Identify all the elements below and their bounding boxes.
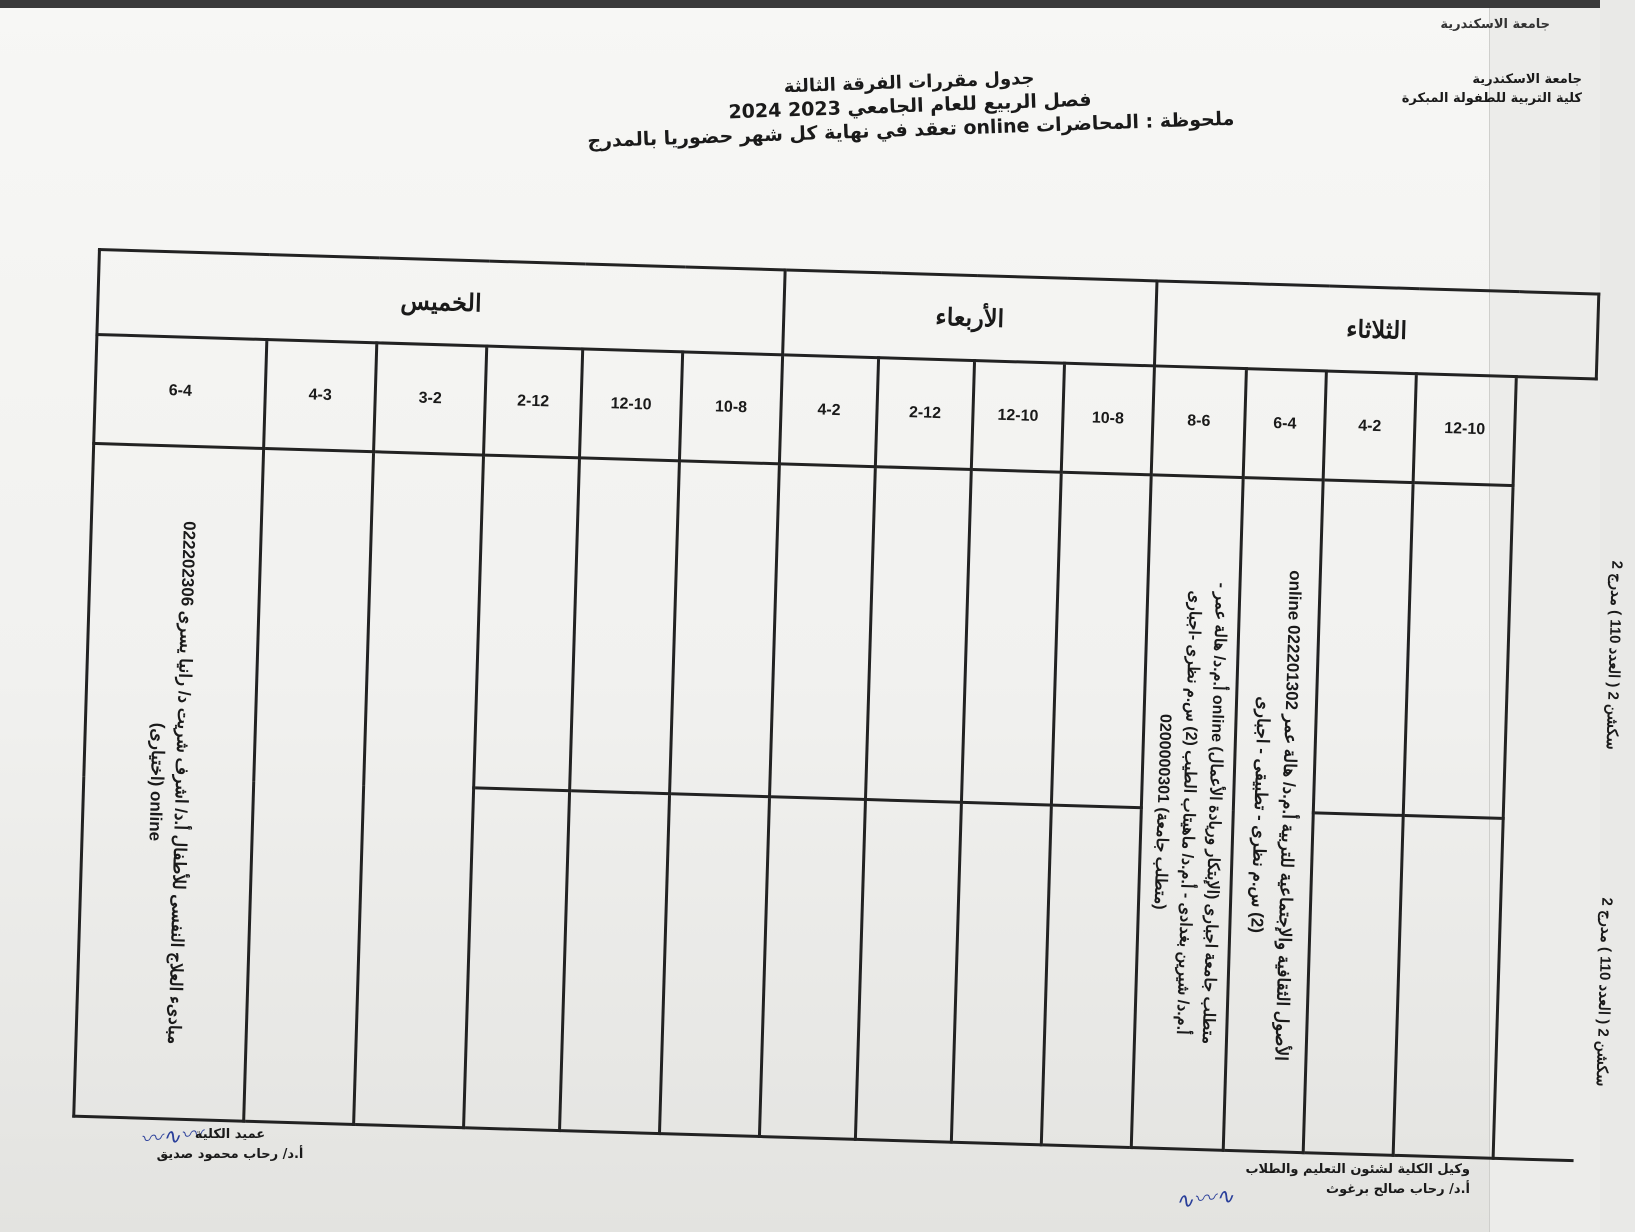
slot-tue-8-6: 8-6: [1151, 366, 1246, 478]
slot-tue-6-4: 6-4: [1243, 369, 1326, 480]
dean-signature-scribble: 〰∿〰: [139, 1121, 204, 1154]
empty-cell: [560, 791, 670, 1134]
vice-dean-title: وكيل الكلية لشئون التعليم والطلاب: [1245, 1162, 1470, 1177]
empty-cell: [951, 802, 1051, 1145]
dean-title: عميد الكلية: [194, 1127, 266, 1142]
empty-cell: [670, 461, 780, 797]
vice-dean-signature-scribble: ∿〰∿: [1174, 1183, 1236, 1215]
slot-thu-3-2: 3-2: [374, 343, 487, 455]
dean-signature-block: [130, 1125, 330, 1165]
vice-dean-signature-block: [1230, 1160, 1470, 1200]
empty-cell: [1041, 805, 1141, 1148]
empty-cell: [354, 452, 484, 1128]
empty-cell: [1303, 813, 1403, 1156]
empty-cell: [759, 797, 865, 1140]
course-cultural-foundations-text: الأصول الثقافية والإجتماعية للتربية أ.م.د/ هالة عمر online 022201302 (2) س.م نظرى - تطبيقى - اجبارى: [1246, 569, 1305, 1062]
slot-wed-10-8: 10-8: [1061, 363, 1154, 475]
section-b-label: سكشن 2 ( العدد 110 ) مدرج 2: [1592, 896, 1616, 1087]
section-cell-a: [1403, 483, 1626, 819]
course-psychotherapy-text: مبادىء العلاج النفسى للأطفال أ.د/ اشرف شريت د/ رانيا يسرى 022202306 online (اختيارى): [144, 520, 199, 1045]
slot-thu-6-4: 6-4: [94, 335, 267, 449]
course-cell-psychotherapy: [74, 443, 264, 1121]
empty-cell: [1313, 480, 1413, 816]
empty-cell: [865, 467, 971, 803]
empty-cell: [474, 455, 580, 791]
day-header-thursday: الخميس: [97, 250, 785, 355]
course-entrepreneurship-text: متطلب جامعة اجبارى (الإبتكار وريادة الأعمال) online أ.م.د/ هالة عمر - أ.م.د/ شيرين بغدادى - أ.م.د/ ماهيتاب الطيب (2) س.م نظرى -اجبارى (متطلب جامعة) 0200000301: [1150, 582, 1230, 1045]
empty-cell: [464, 788, 570, 1131]
faculty-name: كلية التربية للطفولة المبكرة: [1401, 91, 1582, 106]
vice-dean-name: أ.د/ رحاب صالح برغوث: [1326, 1182, 1470, 1197]
institution-header: [1402, 70, 1582, 108]
empty-cell: [855, 800, 961, 1143]
dean-name: أ.د/ رحاب محمود صديق: [156, 1147, 304, 1162]
page-top-edge: [0, 0, 1600, 8]
empty-cell: [659, 794, 769, 1137]
schedule-table: [72, 248, 1626, 1162]
slot-thu-2-12: 2-12: [484, 346, 583, 458]
term-label: فصل الربيع للعام الجامعي 2023 2024: [728, 88, 1092, 124]
slot-wed-4-2: 4-2: [779, 355, 878, 467]
schedule-title: جدول مقررات الفرقة الثالثة: [783, 67, 1035, 98]
slot-tue-12-10: 12-10: [1413, 374, 1516, 486]
section-a-label: سكشن 2 ( العدد 110 ) مدرج 2: [1602, 560, 1626, 750]
empty-cell: [1051, 472, 1151, 808]
university-name: جامعة الاسكندرية: [1472, 72, 1582, 87]
schedule-table-wrapper: [72, 248, 1626, 1162]
empty-cell: [244, 449, 374, 1125]
back-sheet-university: جامعة الاسكندرية: [1440, 17, 1550, 32]
day-header-wednesday: الأربعاء: [783, 270, 1157, 366]
section-cell-b: [1393, 815, 1616, 1158]
empty-cell: [570, 458, 680, 794]
empty-cell: [770, 464, 876, 800]
slot-tue-4-2: 4-2: [1323, 371, 1416, 483]
slot-thu-10-8: 10-8: [679, 352, 782, 464]
slot-thu-4-3: 4-3: [264, 340, 377, 452]
online-note: ملحوظة : المحاضرات online تعقد في نهاية كل شهر حضوريا بالمدرج: [586, 107, 1235, 153]
schedule-title-block: [559, 58, 1261, 155]
slot-wed-12-10: 12-10: [971, 361, 1064, 473]
day-header-tuesday: الثلاثاء: [1154, 281, 1598, 379]
slot-wed-2-12: 2-12: [875, 358, 974, 470]
slot-thu-12-10: 12-10: [579, 349, 682, 461]
empty-cell: [961, 470, 1061, 806]
